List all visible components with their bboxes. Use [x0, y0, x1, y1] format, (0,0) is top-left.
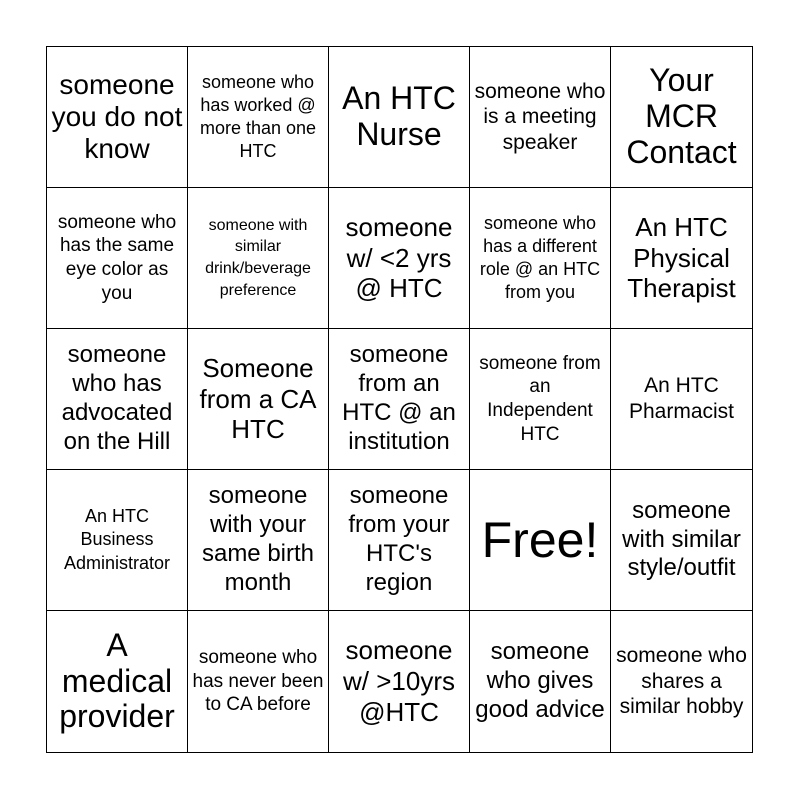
bingo-cell-25[interactable]: someone who shares a similar hobby	[616, 644, 747, 719]
bingo-cell-1[interactable]: someone you do not know	[47, 47, 188, 188]
bingo-cell-3[interactable]: An HTC Nurse	[329, 47, 470, 188]
bingo-cell-18[interactable]: someone from your HTC's region	[329, 470, 470, 611]
bingo-cell-22[interactable]: someone who has never been to CA before	[188, 611, 329, 752]
bingo-cell-14[interactable]: someone from an Independent HTC	[470, 329, 611, 470]
bingo-cell-12[interactable]: Someone from a CA HTC	[188, 329, 329, 470]
bingo-cell-5[interactable]: Your MCR Contact	[611, 47, 752, 188]
bingo-cell-17[interactable]: someone with your same birth month	[188, 470, 329, 611]
bingo-cell-7[interactable]: someone with similar drink/beverage preference	[188, 188, 329, 329]
bingo-cell-9[interactable]: someone who has a different role @ an HTC from you	[470, 188, 611, 329]
bingo-cell-free[interactable]: Free!	[470, 470, 611, 611]
bingo-cell-23[interactable]: someone w/ >10yrs @HTC	[329, 611, 470, 752]
bingo-cell-13[interactable]: someone from an HTC @ an institution	[329, 329, 470, 470]
bingo-cell-6[interactable]: someone who has the same eye color as you	[47, 188, 188, 329]
bingo-cell-2[interactable]: someone who has worked @ more than one HTC	[188, 47, 329, 188]
bingo-cell-8[interactable]: someone w/ <2 yrs @ HTC	[329, 188, 470, 329]
bingo-cell-20[interactable]: someone with similar style/outfit	[611, 470, 752, 611]
bingo-cell-15[interactable]: An HTC Pharmacist	[611, 329, 752, 470]
bingo-cell-10[interactable]: An HTC Physical Therapist	[611, 188, 752, 329]
bingo-cell-11[interactable]: someone who has advocated on the Hill	[47, 329, 188, 470]
bingo-board	[46, 46, 753, 753]
bingo-cell-24[interactable]: someone who gives good advice	[470, 611, 611, 752]
bingo-cell-4[interactable]: someone who is a meeting speaker	[470, 47, 611, 188]
bingo-cell-21[interactable]: A medical provider	[47, 611, 188, 752]
bingo-cell-16[interactable]: An HTC Business Administrator	[47, 470, 188, 611]
